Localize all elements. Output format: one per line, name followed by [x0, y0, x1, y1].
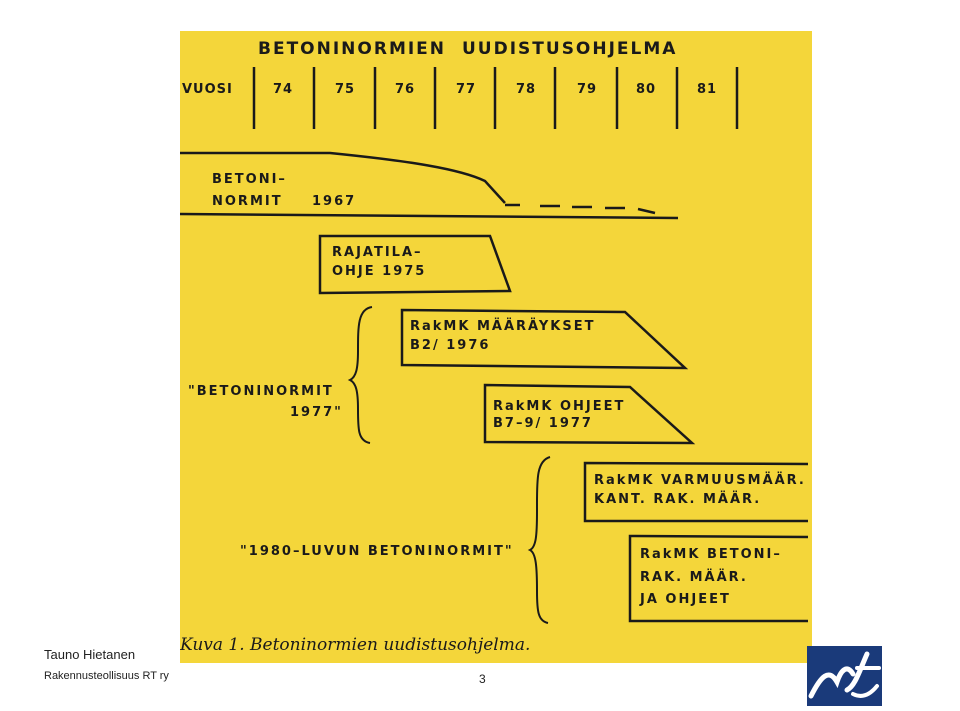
ohjeet-line2: B7–9/ 1977	[493, 416, 593, 431]
year-74: 74	[273, 82, 294, 97]
page-number: 3	[479, 672, 486, 686]
varmuus-line2: KANT. RAK. MÄÄR.	[594, 492, 762, 507]
year-75: 75	[335, 82, 356, 97]
maaraykset-line2: B2/ 1976	[410, 338, 491, 353]
author-name: Tauno Hietanen	[44, 647, 136, 662]
year-79: 79	[577, 82, 598, 97]
year-77: 77	[456, 82, 477, 97]
figure-caption: Kuva 1. Betoninormien uudistusohjelma.	[180, 635, 531, 655]
normit-1967-line1: BETONI–	[212, 172, 287, 187]
ohjeet-line1: RakMK OHJEET	[493, 399, 626, 414]
varmuus-line1: RakMK VARMUUSMÄÄR.	[594, 473, 806, 488]
year-label: VUOSI	[182, 82, 233, 97]
rajatila-line2: OHJE 1975	[332, 264, 427, 279]
year-76: 76	[395, 82, 416, 97]
year-78: 78	[516, 82, 537, 97]
rt-logo	[807, 646, 882, 706]
normit-1967-line2: NORMIT	[212, 194, 283, 209]
group-1977-line1: "BETONINORMIT	[188, 384, 334, 399]
diagram-scan	[180, 31, 812, 663]
diagram-title-right: UUDISTUSOHJELMA	[462, 39, 678, 59]
maaraykset-line1: RakMK MÄÄRÄYKSET	[410, 319, 596, 334]
betoni-rak-line1: RakMK BETONI–	[640, 547, 782, 562]
organization-name: Rakennusteollisuus RT ry	[44, 670, 169, 682]
betoni-rak-line3: JA OHJEET	[640, 592, 731, 607]
group-1980: "1980–LUVUN BETONINORMIT"	[240, 544, 514, 559]
normit-1967-year: 1967	[312, 194, 357, 209]
diagram-title-left: BETONINORMIEN	[258, 39, 447, 59]
betoni-rak-line2: RAK. MÄÄR.	[640, 570, 748, 585]
year-80: 80	[636, 82, 657, 97]
year-81: 81	[697, 82, 718, 97]
rajatila-line1: RAJATILA–	[332, 245, 423, 260]
group-1977-line2: 1977"	[290, 405, 343, 420]
